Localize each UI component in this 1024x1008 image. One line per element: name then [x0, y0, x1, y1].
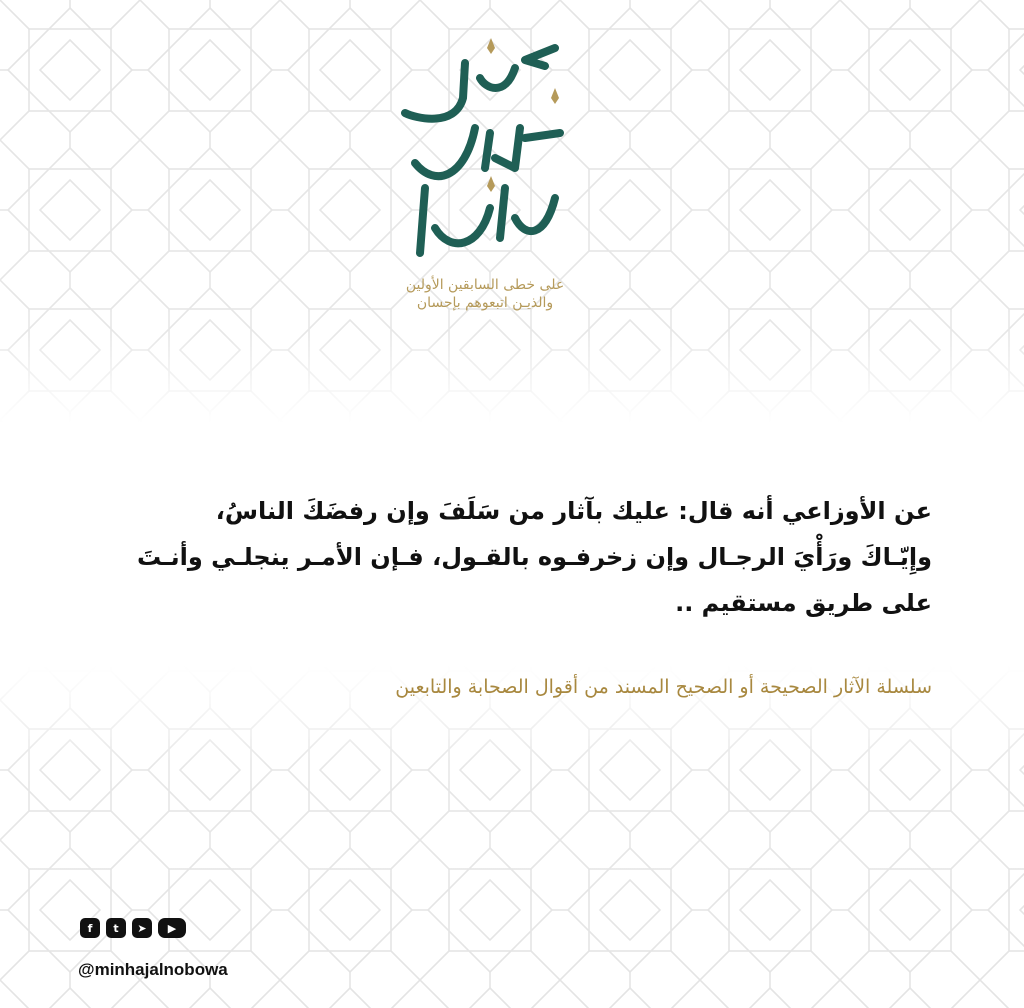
logo-tagline-line-2: والذيـن اتبعوهم بإحسان	[416, 295, 554, 311]
telegram-icon[interactable]: ➤	[132, 918, 152, 938]
logo-tagline-line-1: على خطى السابقين الأولين	[405, 277, 565, 293]
quote-line-1: عن الأوزاعي أنه قال: عليك بآثار من سَلَفَ وإن رفضَكَ الناسُ،	[215, 497, 932, 525]
youtube-icon[interactable]: ▶	[158, 918, 186, 938]
facebook-icon[interactable]: f	[80, 918, 100, 938]
twitter-icon[interactable]: t	[106, 918, 126, 938]
source-reference: سلسلة الآثار الصحيحة أو الصحيح المسند من أقوال الصحابة والتابعين	[395, 676, 932, 698]
social-icons	[80, 918, 186, 938]
quote-text	[100, 488, 932, 626]
social-handle: @minhajalnobowa	[78, 960, 228, 979]
quote-line-2: وإِيّـاكَ ورَأْيَ الرجـال وإن زخرفـوه بالقـول، فـإن الأمـر ينجلـي وأنـتَ	[137, 543, 932, 571]
quote-line-3: على طريق مستقيم ..	[675, 589, 932, 617]
logo	[395, 38, 595, 278]
